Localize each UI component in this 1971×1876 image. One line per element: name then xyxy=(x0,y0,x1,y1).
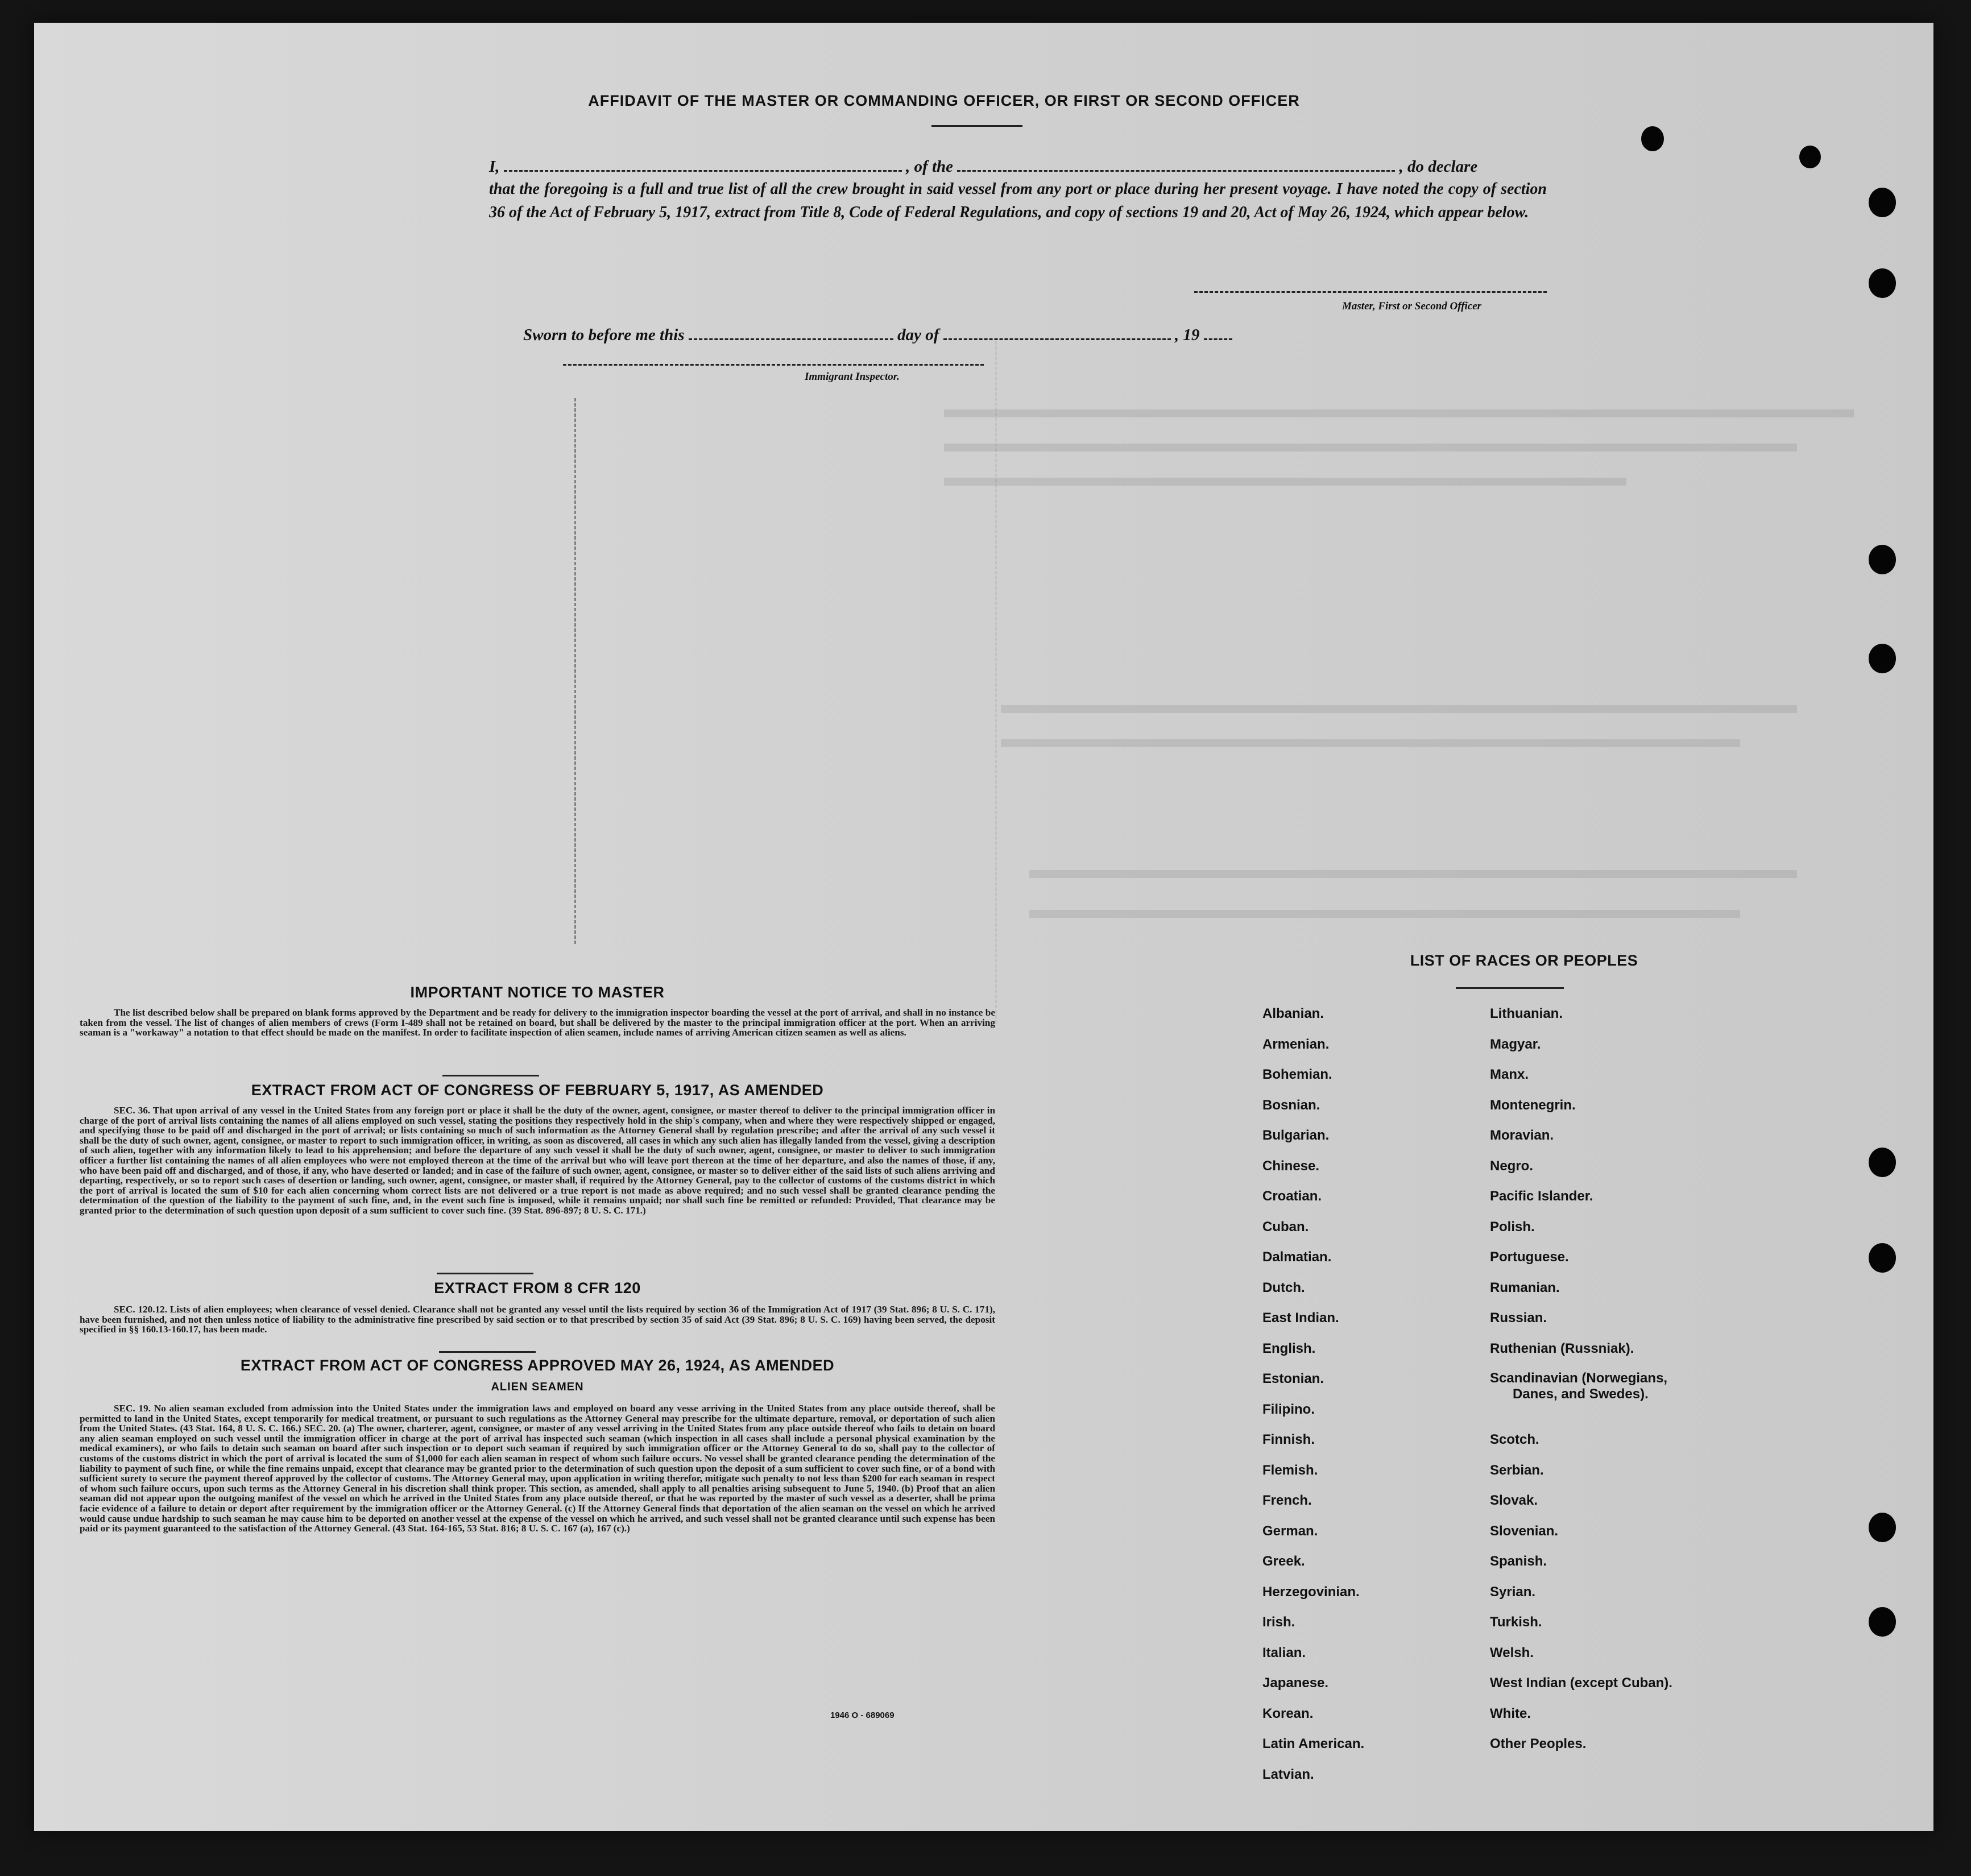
punch-hole xyxy=(1869,1607,1896,1637)
punch-hole xyxy=(1869,1148,1896,1177)
inspector-signature-field[interactable] xyxy=(563,358,984,366)
race-item: Cuban. xyxy=(1262,1219,1309,1235)
race-item: Armenian. xyxy=(1262,1036,1330,1052)
race-item: Polish. xyxy=(1490,1219,1535,1235)
punch-hole xyxy=(1799,146,1821,168)
extract-8cfr-body: SEC. 120.12. Lists of alien employees; when clearance of vessel denied. Clearance shall not be granted any vessel until the lists required by section 36 of the Immigration Act of 1917 (39 Stat. 896; 8 U. S. C. 171), have been furnished, and not then unless notice of liability to the administrative fine prescribed by said section or to that prescribed by section 35 of said Act (39 Stat. 896; 8 U. S. C. 169) having been served, the deposit specified in §§ 160.13-160.17, has been made. xyxy=(80,1304,995,1335)
ghost-text xyxy=(1029,910,1740,918)
extract-1924-title: EXTRACT FROM ACT OF CONGRESS APPROVED MAY 26, 1924, AS AMENDED xyxy=(240,1357,835,1374)
race-item: Dalmatian. xyxy=(1262,1249,1332,1265)
race-item: Italian. xyxy=(1262,1645,1306,1660)
race-item: Irish. xyxy=(1262,1614,1295,1630)
punch-hole xyxy=(1869,644,1896,673)
inspector-signature-label: Immigrant Inspector. xyxy=(805,371,900,383)
ghost-text xyxy=(1001,739,1740,747)
race-item: Pacific Islander. xyxy=(1490,1188,1593,1204)
sworn-month-field[interactable] xyxy=(943,325,1171,340)
affidavit-i-text: I, xyxy=(489,158,500,176)
races-title: LIST OF RACES OR PEOPLES xyxy=(1410,952,1638,969)
affidavit-of-the-text: , of the xyxy=(906,158,954,176)
race-item: Latvian. xyxy=(1262,1766,1314,1782)
race-item: Albanian. xyxy=(1262,1006,1324,1021)
race-item: Lithuanian. xyxy=(1490,1006,1563,1021)
punch-hole xyxy=(1869,1243,1896,1273)
race-item: Bulgarian. xyxy=(1262,1128,1330,1143)
ghost-text xyxy=(944,478,1626,486)
race-item: Danes, and Swedes). xyxy=(1513,1386,1649,1402)
affidavit-declare-text: , do declare xyxy=(1399,158,1478,176)
ghost-text xyxy=(944,409,1854,417)
notice-title: IMPORTANT NOTICE TO MASTER xyxy=(410,984,665,1001)
races-column-1 xyxy=(1262,999,1364,1790)
ghost-text xyxy=(944,444,1797,452)
race-item: East Indian. xyxy=(1262,1310,1339,1326)
race-item: Flemish. xyxy=(1262,1462,1318,1478)
race-item: Slovenian. xyxy=(1490,1523,1559,1539)
race-item: Spanish. xyxy=(1490,1554,1547,1569)
race-item: Montenegrin. xyxy=(1490,1097,1576,1113)
race-item: Negro. xyxy=(1490,1158,1534,1174)
race-item: Bohemian. xyxy=(1262,1067,1332,1082)
extract-8cfr-rule xyxy=(439,1351,536,1353)
race-item: Rumanian. xyxy=(1490,1279,1560,1295)
race-item: Serbian. xyxy=(1490,1462,1544,1478)
race-item: Herzegovinian. xyxy=(1262,1584,1360,1600)
race-item: West Indian (except Cuban). xyxy=(1490,1675,1672,1691)
affidavit-paragraph: that the foregoing is a full and true list of all the crew brought in said vessel from any port or place during her present voyage. I have noted the copy of section 36 of the Act of February 5, 1917, extract from Title 8, Code of Federal Regulations, and copy of sections 19 and 20, Act of May 26, 1924, which appear below. xyxy=(489,180,1547,221)
race-item: Manx. xyxy=(1490,1067,1529,1082)
race-item: Dutch. xyxy=(1262,1279,1305,1295)
race-item: Magyar. xyxy=(1490,1036,1541,1052)
race-item: German. xyxy=(1262,1523,1318,1539)
race-item: Finnish. xyxy=(1262,1432,1315,1447)
ghost-text xyxy=(1001,705,1797,713)
punch-hole xyxy=(1869,1513,1896,1542)
punch-hole xyxy=(1869,188,1896,217)
day-of-text: day of xyxy=(897,326,939,344)
master-signature-label: Master, First or Second Officer xyxy=(1342,300,1482,312)
race-item: Estonian. xyxy=(1262,1371,1324,1386)
master-signature-field[interactable] xyxy=(1194,285,1547,293)
print-code: 1946 O - 689069 xyxy=(830,1711,895,1720)
race-item: Bosnian. xyxy=(1262,1097,1320,1113)
race-item: Scandinavian (Norwegians, xyxy=(1490,1370,1668,1386)
affidavit-title: AFFIDAVIT OF THE MASTER OR COMMANDING OFFICER, OR FIRST OR SECOND OFFICER xyxy=(588,92,1300,109)
race-item: Other Peoples. xyxy=(1490,1736,1587,1751)
race-item: Moravian. xyxy=(1490,1128,1554,1143)
race-item: Croatian. xyxy=(1262,1188,1322,1204)
ghost-text xyxy=(1029,870,1797,878)
race-item: Japanese. xyxy=(1262,1675,1329,1691)
sworn-day-field[interactable] xyxy=(689,325,893,340)
sworn-year-field[interactable] xyxy=(1204,325,1232,340)
race-item: French. xyxy=(1262,1493,1312,1508)
sworn-line xyxy=(523,323,1232,347)
extract-1917-body: SEC. 36. That upon arrival of any vessel in the United States from any foreign port or place it shall be the duty of the owner, agent, consignee, or master thereof to deliver to the principal immigration officer in charge of the port of arrival lists containing the names of all aliens employed on such vessel, stating the positions they respectively hold in the ship's company, when and where they were respectively shipped or engaged, and specifying those to be paid off and discharged in the port of arrival; or lists containing so much of such information as the Attorney General shall by regulation prescribe; and after the arrival of any such vessel it shall be the duty of such owner, agent, consignee, or master to report to such immigration officer, in writing, as soon as discovered, all cases in which any such alien has illegally landed from the vessel, giving a description of such alien, together with any information likely to lead to his apprehension; and before the departure of any such vessel it shall be the duty of such owner, agent, consignee, or master to deliver to such immigration officer a further list containing the names of all alien employees who were not employed thereon at the time of the arrival but who will leave port thereon at the time of her departure, and also the names of those, if any, who have been paid off and discharged, and of those, if any, who have deserted or landed; and in case of the failure of such owner, agent, consignee, or master so to deliver either of the said lists of such aliens arriving and departing, respectively, or so to report such cases of desertion or landing, such owner, agent, consignee, or master shall, if required by the Attorney General, pay to the collector of customs of the customs district in which the port of arrival is located the sum of $10 for each alien concerning whom correct lists are not delivered or a true report is not made as above required; and no such vessel shall be granted clearance pending the determination of the question of the liability to the payment of such fine, and, in the event such fine is imposed, while it remains unpaid; nor shall such fine be remitted or refunded: Provided, That clearance may be granted prior to the determination of such question upon deposit of a sum sufficient to cover such fine. (39 Stat. 896-897; 8 U. S. C. 171.) xyxy=(80,1105,995,1216)
race-item: Filipino. xyxy=(1262,1401,1315,1417)
race-item: Portuguese. xyxy=(1490,1249,1569,1265)
officer-name-field[interactable] xyxy=(504,156,902,172)
race-item: Scotch. xyxy=(1490,1432,1539,1447)
extract-1917-rule xyxy=(437,1273,533,1274)
notice-body: The list described below shall be prepared on blank forms approved by the Department and be ready for delivery to the immigration inspector boarding the vessel at the port of arrival, and shall in no instance be taken from the vessel. The list of changes of alien members of crews (Form I-489 shall not be retained on board, but shall be delivered by the master to the principal immigration officer at the port. When an arriving seaman is a "workaway" a notation to that effect should be made on the manifest. In order to facilitate inspection of alien seamen, include names of arriving American citizen seamen as well as aliens. xyxy=(80,1007,995,1038)
punch-hole xyxy=(1641,126,1664,151)
race-item: Ruthenian (Russniak). xyxy=(1490,1340,1634,1356)
race-item: Russian. xyxy=(1490,1310,1547,1326)
race-item: Welsh. xyxy=(1490,1645,1534,1660)
affidavit-title-rule xyxy=(931,125,1022,127)
punch-hole xyxy=(1869,268,1896,298)
extract-8cfr-title: EXTRACT FROM 8 CFR 120 xyxy=(434,1279,641,1297)
races-column-2 xyxy=(1490,999,1672,1759)
notice-rule xyxy=(442,1075,539,1076)
race-item: White. xyxy=(1490,1705,1531,1721)
race-item: Syrian. xyxy=(1490,1584,1536,1600)
race-item: Turkish. xyxy=(1490,1614,1542,1630)
extract-1924-subtitle: ALIEN SEAMEN xyxy=(491,1381,584,1393)
punch-hole xyxy=(1869,545,1896,574)
year-prefix-text: , 19 xyxy=(1174,326,1200,344)
race-item: Latin American. xyxy=(1262,1736,1365,1751)
ghost-column-line xyxy=(574,398,576,944)
race-item: English. xyxy=(1262,1340,1316,1356)
extract-1924-body: SEC. 19. No alien seaman excluded from admission into the United States under the immigration laws and employed on board any vesse arriving in the United States from any place outside thereof, shall be permitted to land in the United States, except temporarily for medical treatment, or pursuant to such regulations as the Attorney General may prescribe for the ultimate departure, removal, or deportation of such alien from the United States. (43 Stat. 164, 8 U. S. C. 166.) SEC. 20. (a) The owner, charterer, agent, consignee, or master of any vessel arriving in the United States from any place outside thereof who fails to detain on board any alien seaman employed on such vessel until the immigration officer in charge at the port of arrival has inspected such seaman (which inspection in all cases shall include a personal physical examination by the medical examiners), or who fails to detain such seaman on board after such inspection or to deport such seaman if required by such immigration officer or the Attorney General to do so, shall pay to the collector of customs of the customs district in which the port of arrival is located the sum of $1,000 for each alien seaman in respect of whom such failure occurs. No vessel shall be granted clearance pending the determination of the liability to payment of such fine, or while the fine remains unpaid, except that clearance may be granted prior to the determination of such question upon the deposit of a sum sufficient to cover such fine, or of a bond with sufficient surety to secure the payment thereof approved by the collector of customs. The Attorney General may, upon application in writing therefor, mitigate such penalty to not less than $200 for each seaman in respect of whom such failure occurs, upon such terms as the Attorney General in his discretion shall think proper. This section, as amended, shall apply to all penalties arising subsequent to June 5, 1940. (b) Proof that an alien seaman did not appear upon the outgoing manifest of the vessel on which he arrived in the United States from any place outside thereof, or that he was reported by the master of such vessel as a deserter, shall be prima facie evidence of a failure to detain or deport after requirement by the immigration officer or the Attorney General. (c) If the Attorney General finds that deportation of the alien seaman on the vessel on which he arrived would cause undue hardship to such seaman he may cause him to be deported on another vessel at the expense of the vessel on which he arrived, and such vessel shall not be granted clearance until such expense has been paid or its payment guaranteed to the satisfaction of the Attorney General. (43 Stat. 164-165, 53 Stat. 816; 8 U. S. C. 167 (a), 167 (c).) xyxy=(80,1403,995,1534)
vessel-name-field[interactable] xyxy=(957,156,1395,172)
extract-1917-title: EXTRACT FROM ACT OF CONGRESS OF FEBRUARY 5, 1917, AS AMENDED xyxy=(251,1082,824,1099)
affidavit-declaration-line xyxy=(489,155,1547,179)
document-page xyxy=(34,23,1933,1831)
race-item: Slovak. xyxy=(1490,1493,1538,1508)
race-item: Chinese. xyxy=(1262,1158,1320,1174)
race-item: Greek. xyxy=(1262,1554,1305,1569)
races-title-rule xyxy=(1456,987,1564,989)
sworn-prefix-text: Sworn to before me this xyxy=(523,326,685,344)
race-item: Korean. xyxy=(1262,1705,1314,1721)
